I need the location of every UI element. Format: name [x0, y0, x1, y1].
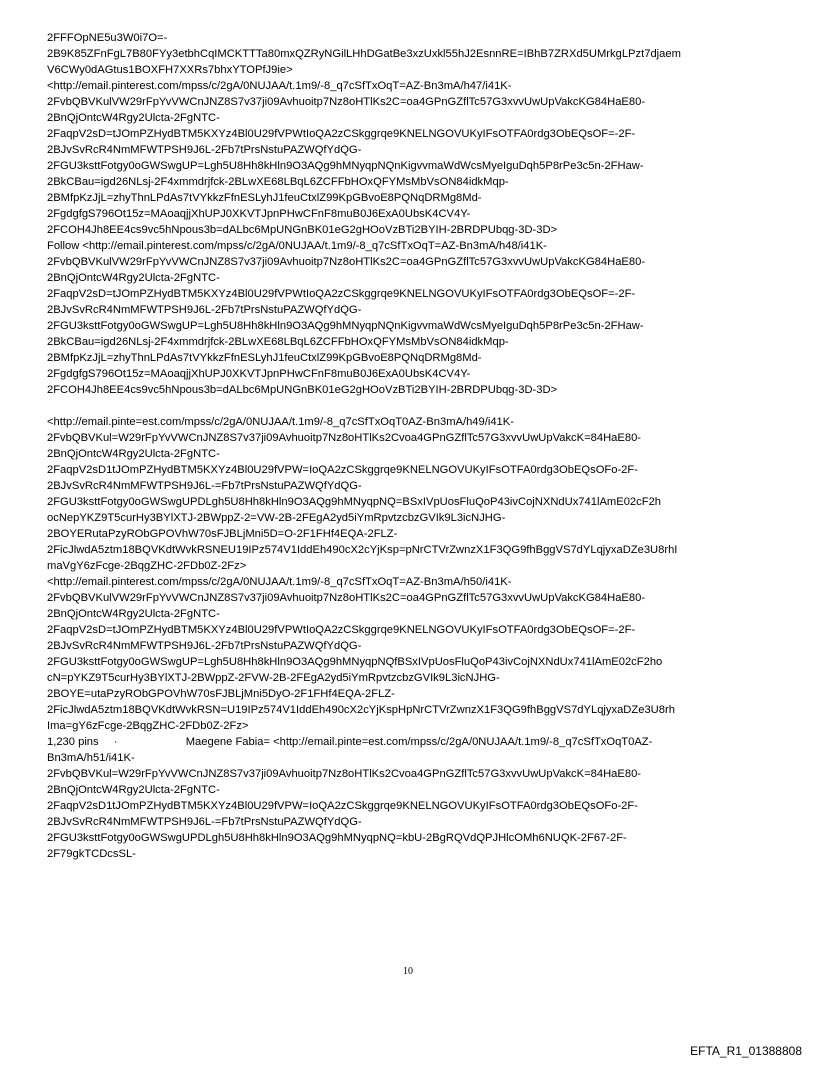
text-line: V6CWy0dAGtus1BOXFH7XXRs7bhxYTOPfJ9ie>: [47, 64, 293, 76]
text-line: 2FvbQBVKul=W29rFpYvVWCnJNZ8S7v37ji09Avhuoitp7Nz8oHTlKs2Cvoa4GPnGZflTc57G3xvvUwUpVakcK=84HaE80-: [47, 768, 642, 780]
pinner-link[interactable]: Maegene Fabia= <http://email.pinte=est.com/mpss/c/2gA/0NUJAA/t.1m9/-8_q7cSfTxOqT0AZ-: [185, 736, 653, 748]
text-line: 2FGU3ksttFotgy0oGWSwgUP=Lgh5U8Hh8kHln9O3AQg9hMNyqpNQfBSxIVpUosFluQoP43ivCojNXNdUx741lAmE02cF2ho: [47, 656, 663, 668]
text-line: 2BOYE=utaPzyRObGPOVhW70sFJBLjMni5DyO-2F1FHf4EQA-2FLZ-: [47, 688, 395, 700]
text-line[interactable]: <http://email.pinterest.com/mpss/c/2gA/0NUJAA/t.1m9/-8_q7cSfTxOqT=AZ-Bn3mA/h50/i41K-: [47, 576, 512, 588]
text-line: 2FicJlwdA5ztm18BQVKdtWvkRSN=U19IPz574V1IddEh490cX2cYjKspHpNrCTVrZwnzX1F3QG9fhBggVS7dYLqjyxaDZe3U8rh: [47, 704, 675, 716]
text-line: 2BkCBau=igd26NLsj-2F4xmmdrjfck-2BLwXE68LBqL6ZCFFbHOxQFYMsMbVsON84idkMqp-: [47, 176, 509, 188]
text-line[interactable]: <http://email.pinterest.com/mpss/c/2gA/0NUJAA/t.1m9/-8_q7cSfTxOqT=AZ-Bn3mA/h47/i41K-: [47, 80, 512, 92]
separator: ·: [113, 736, 118, 748]
text-line: 2BnQjOntcW4Rgy2Ulcta-2FgNTC-: [47, 112, 220, 124]
text-line: 2FaqpV2sD1tJOmPZHydBTM5KXYz4Bl0U29fVPW=IoQA2zCSkggrqe9KNELNGOVUKyIFsOTFA0rdg3ObEQsOFo-2F-: [47, 800, 638, 812]
bates-number: EFTA_R1_01388808: [690, 1044, 802, 1058]
pins-line: [47, 734, 787, 750]
text-line: 2BnQjOntcW4Rgy2Ulcta-2FgNTC-: [47, 608, 220, 620]
paragraph-gap: [47, 398, 787, 414]
text-line: 2BnQjOntcW4Rgy2Ulcta-2FgNTC-: [47, 784, 220, 796]
text-line: Bn3mA/h51/i41K-: [47, 752, 135, 764]
text-line: 2FvbQBVKulVW29rFpYvVWCnJNZ8S7v37ji09Avhuoitp7Nz8oHTlKs2C=oa4GPnGZflTc57G3xvvUwUpVakcKG84HaE80-: [47, 256, 646, 268]
text-line: ocNepYKZ9T5curHy3BYlXTJ-2BWppZ-2=VW-2B-2FEgA2yd5iYmRpvtzcbzGVIk9L3icNJHG-: [47, 512, 506, 524]
text-line: cN=pYKZ9T5curHy3BYlXTJ-2BWppZ-2FVW-2B-2FEgA2yd5iYmRpvtzcbzGVIk9L3icNJHG-: [47, 672, 500, 684]
text-block-2: [47, 414, 787, 734]
text-line: 2B9K85ZFnFgL7B80FYy3etbhCqIMCKTTTa80mxQZRyNGilLHhDGatBe3xzUxkl55hJ2EsnnRE=IBhB7ZRXd5UMrkgLPzt7djaem: [47, 48, 681, 60]
text-line: 2FvbQBVKulVW29rFpYvVWCnJNZ8S7v37ji09Avhuoitp7Nz8oHTlKs2C=oa4GPnGZflTc57G3xvvUwUpVakcKG84HaE80-: [47, 592, 646, 604]
text-line: 2FgdgfgS796Ot15z=MAoaqjjXhUPJ0XKVTJpnPHwCFnF8muB0J6ExA0UbsK4CV4Y-: [47, 208, 471, 220]
text-line: 2BJvSvRcR4NmMFWTPSH9J6L-2Fb7tPrsNstuPAZWQfYdQG-: [47, 640, 362, 652]
text-line: 2BnQjOntcW4Rgy2Ulcta-2FgNTC-: [47, 272, 220, 284]
text-block-3: [47, 750, 787, 862]
text-line: Ima=gY6zFcge-2BqgZHC-2FDb0Z-2Fz>: [47, 720, 249, 732]
text-line[interactable]: <http://email.pinte=est.com/mpss/c/2gA/0NUJAA/t.1m9/-8_q7cSfTxOqT0AZ-Bn3mA/h49/i41K-: [47, 416, 514, 428]
text-line: 2FaqpV2sD=tJOmPZHydBTM5KXYz4Bl0U29fVPWtIoQA2zCSkggrqe9KNELNGOVUKyIFsOTFA0rdg3ObEQsOF=-2F-: [47, 128, 636, 140]
text-line: 2BMfpKzJjL=zhyThnLPdAs7tVYkkzFfnESLyhJ1feuCtxlZ99KpGBvoE8PQNqDRMg8Md-: [47, 352, 482, 364]
text-line: 2BMfpKzJjL=zhyThnLPdAs7tVYkkzFfnESLyhJ1feuCtxlZ99KpGBvoE8PQNqDRMg8Md-: [47, 192, 482, 204]
page-number: 10: [403, 966, 413, 977]
document-body: [47, 30, 787, 862]
text-line[interactable]: Follow <http://email.pinterest.com/mpss/c/2gA/0NUJAA/t.1m9/-8_q7cSfTxOqT=AZ-Bn3mA/h48/i41K-: [47, 240, 547, 252]
text-line: 2BOYERutaPzyRObGPOVhW70sFJBLjMni5D=O-2F1FHf4EQA-2FLZ-: [47, 528, 398, 540]
pin-count: 1,230 pins: [47, 736, 99, 748]
text-line: 2FGU3ksttFotgy0oGWSwgUPDLgh5U8Hh8kHln9O3AQg9hMNyqpNQ=BSxIVpUosFluQoP43ivCojNXNdUx741lAmE02cF2h: [47, 496, 662, 508]
text-line: 2FGU3ksttFotgy0oGWSwgUP=Lgh5U8Hh8kHln9O3AQg9hMNyqpNQnKigvvmaWdWcsMyeIguDqh5P8rPe3c5n-2FHaw-: [47, 160, 644, 172]
text-line: 2FGU3ksttFotgy0oGWSwgUP=Lgh5U8Hh8kHln9O3AQg9hMNyqpNQnKigvvmaWdWcsMyeIguDqh5P8rPe3c5n-2FHaw-: [47, 320, 644, 332]
text-line: 2BJvSvRcR4NmMFWTPSH9J6L-2Fb7tPrsNstuPAZWQfYdQG-: [47, 304, 362, 316]
text-line: 2FaqpV2sD=tJOmPZHydBTM5KXYz4Bl0U29fVPWtIoQA2zCSkggrqe9KNELNGOVUKyIFsOTFA0rdg3ObEQsOF=-2F-: [47, 288, 636, 300]
text-line: 2BnQjOntcW4Rgy2Ulcta-2FgNTC-: [47, 448, 220, 460]
text-line: 2FaqpV2sD=tJOmPZHydBTM5KXYz4Bl0U29fVPWtIoQA2zCSkggrqe9KNELNGOVUKyIFsOTFA0rdg3ObEQsOF=-2F-: [47, 624, 636, 636]
text-line: 2FvbQBVKul=W29rFpYvVWCnJNZ8S7v37ji09Avhuoitp7Nz8oHTlKs2Cvoa4GPnGZflTc57G3xvvUwUpVakcK=84HaE80-: [47, 432, 642, 444]
text-line: 2FicJlwdA5ztm18BQVKdtWvkRSNEU19IPz574V1IddEh490cX2cYjKsp=pNrCTVrZwnzX1F3QG9fhBggVS7dYLqjyxaDZe3U8rhI: [47, 544, 678, 556]
text-block-1: [47, 30, 787, 398]
text-line: 2FCOH4Jh8EE4cs9vc5hNpous3b=dALbc6MpUNGnBK01eG2gHOoVzBTi2BYIH-2BRDPUbqg-3D-3D>: [47, 224, 558, 236]
text-line: 2FCOH4Jh8EE4cs9vc5hNpous3b=dALbc6MpUNGnBK01eG2gHOoVzBTi2BYIH-2BRDPUbqg-3D-3D>: [47, 384, 558, 396]
text-line: 2BkCBau=igd26NLsj-2F4xmmdrjfck-2BLwXE68LBqL6ZCFFbHOxQFYMsMbVsON84idkMqp-: [47, 336, 509, 348]
text-line: 2BJvSvRcR4NmMFWTPSH9J6L-=Fb7tPrsNstuPAZWQfYdQG-: [47, 480, 362, 492]
text-line: 2FaqpV2sD1tJOmPZHydBTM5KXYz4Bl0U29fVPW=IoQA2zCSkggrqe9KNELNGOVUKyIFsOTFA0rdg3ObEQsOFo-2F-: [47, 464, 638, 476]
text-line: 2FGU3ksttFotgy0oGWSwgUPDLgh5U8Hh8kHln9O3AQg9hMNyqpNQ=kbU-2BgRQVdQPJHlcOMh6NUQK-2F67-2F-: [47, 832, 627, 844]
text-line: 2F79gkTCDcsSL-: [47, 848, 136, 860]
text-line: 2BJvSvRcR4NmMFWTPSH9J6L-2Fb7tPrsNstuPAZWQfYdQG-: [47, 144, 362, 156]
text-line: 2FFFOpNE5u3W0i7O=-: [47, 32, 168, 44]
text-line: 2FvbQBVKulVW29rFpYvVWCnJNZ8S7v37ji09Avhuoitp7Nz8oHTlKs2C=oa4GPnGZflTc57G3xvvUwUpVakcKG84HaE80-: [47, 96, 646, 108]
text-line: maVgY6zFcge-2BqgZHC-2FDb0Z-2Fz>: [47, 560, 247, 572]
text-line: 2BJvSvRcR4NmMFWTPSH9J6L-=Fb7tPrsNstuPAZWQfYdQG-: [47, 816, 362, 828]
text-line: 2FgdgfgS796Ot15z=MAoaqjjXhUPJ0XKVTJpnPHwCFnF8muB0J6ExA0UbsK4CV4Y-: [47, 368, 471, 380]
